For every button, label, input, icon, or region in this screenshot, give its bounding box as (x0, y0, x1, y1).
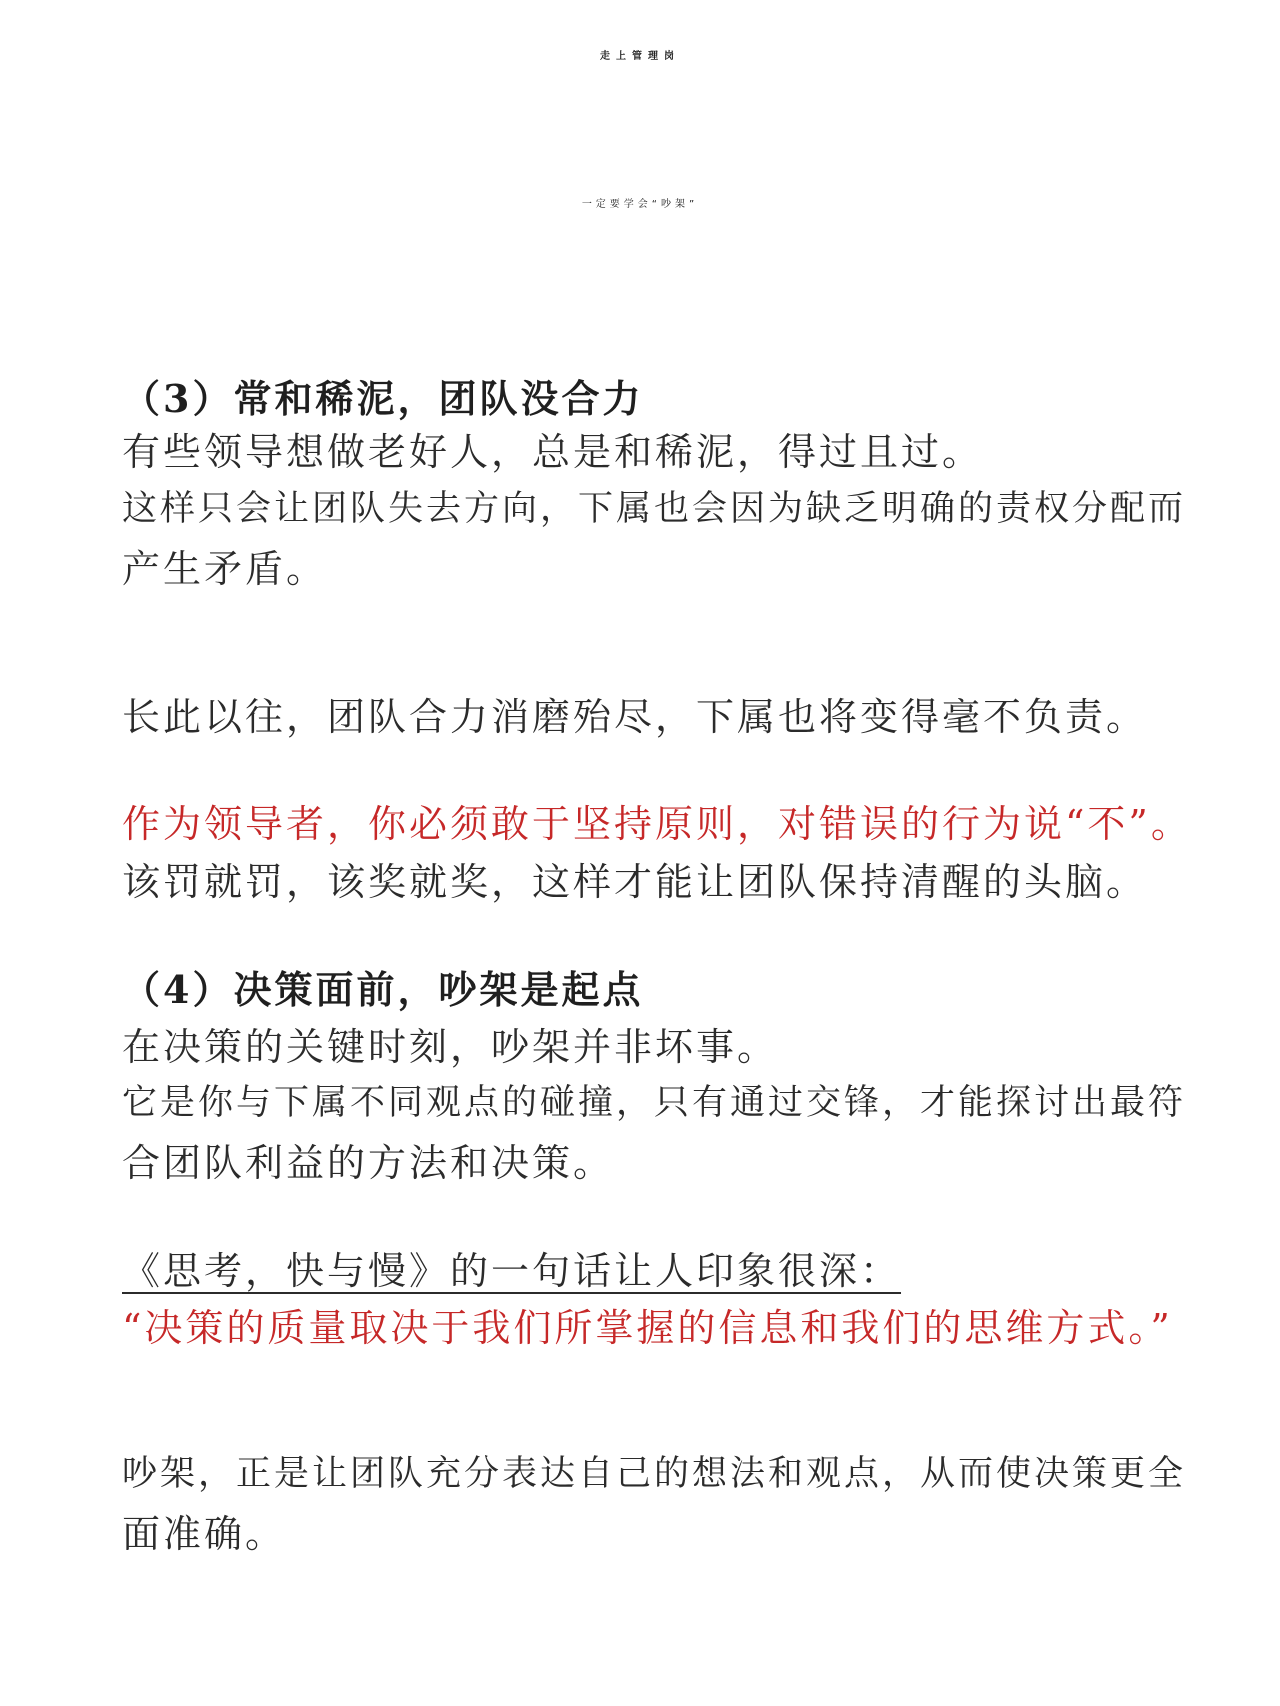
section-4-paragraph-2b: 合团队利益的方法和决策。 (122, 1141, 615, 1185)
quote-text: “决策的质量取决于我们所掌握的信息和我们的思维方式。” (122, 1306, 1173, 1350)
section-3-paragraph-1: 有些领导想做老好人，总是和稀泥，得过且过。 (122, 430, 984, 474)
section-3-paragraph-2b: 产生矛盾。 (122, 547, 328, 591)
quote-intro: 《思考，快与慢》的一句话让人印象很深： (122, 1249, 902, 1293)
title-line-2: 一定要学会“吵架” (581, 199, 699, 210)
section-4-paragraph-1: 在决策的关键时刻，吵架并非坏事。 (122, 1025, 779, 1069)
section-4-paragraph-2a: 它是你与下属不同观点的碰撞，只有通过交锋，才能探讨出最符 (122, 1083, 1187, 1123)
section-3-heading: （3）常和稀泥，团队没合力 (122, 376, 644, 421)
section-3-paragraph-4: 该罚就罚，该奖就奖，这样才能让团队保持清醒的头脑。 (122, 860, 1148, 904)
section-4-heading: （4）决策面前，吵架是起点 (122, 967, 644, 1012)
section-3-highlight: 作为领导者，你必须敢于坚持原则，对错误的行为说“不”。 (122, 802, 1192, 846)
section-4-paragraph-3a: 吵架，正是让团队充分表达自己的想法和观点，从而使决策更全 (122, 1454, 1187, 1494)
section-4-paragraph-3b: 面准确。 (122, 1512, 287, 1556)
title-line-1: 走上管理岗 (600, 51, 680, 62)
section-3-paragraph-3: 长此以往，团队合力消磨殆尽，下属也将变得毫不负责。 (122, 695, 1148, 739)
section-3-paragraph-2a: 这样只会让团队失去方向，下属也会因为缺乏明确的责权分配而 (122, 489, 1187, 529)
